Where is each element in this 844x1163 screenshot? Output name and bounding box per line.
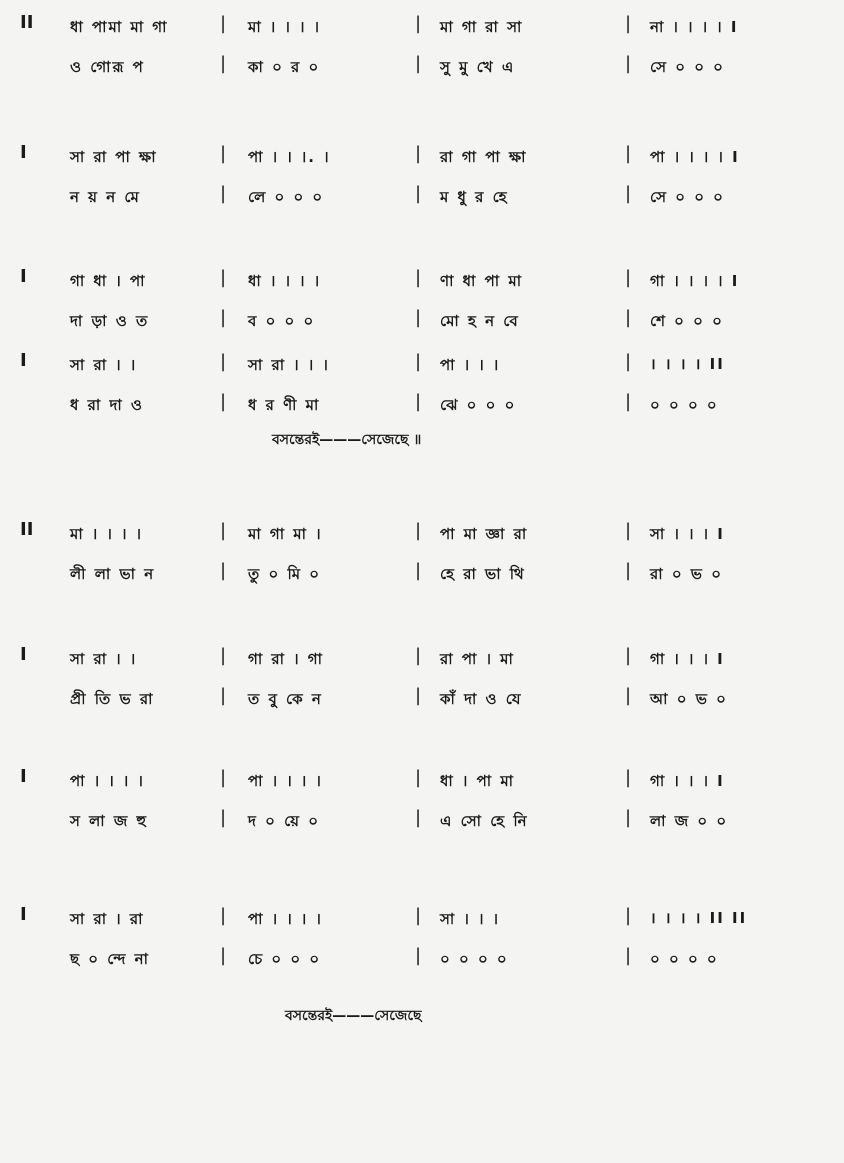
lyric-group: দ ০ য়ে ০ — [248, 812, 320, 830]
bar-separator: | — [625, 267, 632, 288]
lyric-group: রা ০ ভ ০ — [650, 565, 723, 583]
notation-staff — [20, 262, 840, 342]
lyric-row — [20, 302, 840, 342]
swaralipi-row — [20, 8, 840, 48]
note-group: ধা । । । । — [248, 272, 322, 290]
bar-separator: | — [415, 143, 422, 164]
lyric-row — [20, 48, 840, 88]
bar-mark: I — [20, 644, 27, 665]
bar-separator: | — [415, 645, 422, 666]
bar-separator: | — [625, 767, 632, 788]
bar-separator: | — [220, 267, 227, 288]
swaralipi-row — [20, 640, 840, 680]
note-group: গা । । । I — [650, 650, 725, 668]
bar-separator: | — [220, 807, 227, 828]
lyric-group: ত বু কে ন — [248, 690, 323, 708]
lyric-group: আ ০ ভ ০ — [650, 690, 728, 708]
bar-mark: I — [20, 266, 27, 287]
note-group: । । । । II — [650, 355, 725, 373]
bar-separator: | — [625, 53, 632, 74]
bar-separator: | — [220, 307, 227, 328]
bar-separator: | — [625, 391, 632, 412]
bar-separator: | — [220, 351, 227, 372]
lyric-row — [20, 178, 840, 218]
note-group: না । । । । I — [650, 18, 739, 36]
lyric-group: মো হ ন বে — [440, 312, 520, 330]
bar-separator: | — [220, 13, 227, 34]
refrain-line-1: বসন্তেরই———সেজেছে ॥ — [272, 432, 422, 448]
notation-staff — [20, 900, 840, 980]
note-group: সা রা । । — [70, 650, 138, 668]
bar-separator: | — [415, 53, 422, 74]
swaralipi-row — [20, 900, 840, 940]
note-group: । । । । II II — [650, 909, 748, 927]
bar-separator: | — [415, 807, 422, 828]
bar-separator: | — [415, 391, 422, 412]
lyric-group: প্রী তি ভ রা — [70, 690, 155, 708]
bar-separator: | — [415, 307, 422, 328]
bar-separator: | — [415, 685, 422, 706]
lyric-group: কাঁ দা ও যে — [440, 690, 523, 708]
note-group: পা । । ।. । — [248, 148, 331, 166]
bar-separator: | — [415, 945, 422, 966]
lyric-group: সে ০ ০ ০ — [650, 188, 725, 206]
bar-mark: II — [20, 12, 34, 33]
bar-separator: | — [625, 351, 632, 372]
bar-separator: | — [625, 807, 632, 828]
note-group: পা । । । । I — [650, 148, 740, 166]
bar-separator: | — [220, 905, 227, 926]
note-group: সা রা পা ক্ষা — [70, 148, 158, 166]
notation-staff — [20, 8, 840, 88]
note-group: গা ধা । পা — [70, 272, 147, 290]
bar-separator: | — [625, 520, 632, 541]
lyric-row — [20, 802, 840, 842]
bar-separator: | — [625, 645, 632, 666]
note-group: পা । । । । — [248, 772, 323, 790]
bar-separator: | — [220, 391, 227, 412]
note-group: মা গা মা । — [248, 525, 323, 543]
lyric-group: এ সো হে নি — [440, 812, 529, 830]
bar-separator: | — [415, 520, 422, 541]
bar-separator: | — [415, 905, 422, 926]
notation-staff — [20, 762, 840, 842]
lyric-group: ন য় ন মে — [70, 188, 141, 206]
lyric-group: ধ র ণী মা — [248, 396, 321, 414]
note-group: মা । । । । — [70, 525, 144, 543]
bar-mark: I — [20, 350, 27, 371]
lyric-group: লে ০ ০ ০ — [248, 188, 325, 206]
lyric-row — [20, 680, 840, 720]
lyric-group: ও গোরূ প — [70, 58, 145, 76]
notation-staff — [20, 138, 840, 218]
lyric-row — [20, 386, 840, 426]
bar-separator: | — [415, 183, 422, 204]
bar-separator: | — [220, 183, 227, 204]
bar-separator: | — [625, 945, 632, 966]
notation-staff — [20, 515, 840, 595]
lyric-group: কা ০ র ০ — [248, 58, 321, 76]
bar-separator: | — [220, 143, 227, 164]
bar-separator: | — [625, 183, 632, 204]
lyric-group: ০ ০ ০ ০ — [650, 950, 719, 968]
bar-separator: | — [220, 520, 227, 541]
note-group: রা পা । মা — [440, 650, 515, 668]
lyric-group: লী লা ভা ন — [70, 565, 156, 583]
note-group: সা রা । । — [70, 356, 138, 374]
note-group: ধা । পা মা — [440, 772, 515, 790]
note-group: গা । । । I — [650, 772, 725, 790]
lyric-group: তু ০ মি ০ — [248, 565, 322, 583]
bar-separator: | — [625, 307, 632, 328]
lyric-row — [20, 940, 840, 980]
note-group: সা রা । । । — [248, 356, 330, 374]
bar-separator: | — [625, 13, 632, 34]
refrain-line-2: বসন্তেরই———সেজেছে — [285, 1008, 422, 1024]
note-group: পা । । । । — [248, 910, 323, 928]
note-group: পা মা জ্ঞা রা — [440, 525, 529, 543]
note-group: ধা পামা মা গা — [70, 18, 169, 36]
bar-separator: | — [415, 560, 422, 581]
lyric-group: ধ রা দা ও — [70, 396, 144, 414]
lyric-group: চে ০ ০ ০ — [248, 950, 322, 968]
lyric-group: ০ ০ ০ ০ — [440, 950, 509, 968]
bar-separator: | — [625, 560, 632, 581]
bar-separator: | — [220, 945, 227, 966]
note-group: রা গা পা ক্ষা — [440, 148, 528, 166]
bar-separator: | — [220, 560, 227, 581]
note-group: পা । । । । — [70, 772, 145, 790]
bar-mark: I — [20, 904, 27, 925]
note-group: সা । । । I — [650, 525, 725, 543]
lyric-group: ম ধু র হে — [440, 188, 509, 206]
notation-staff — [20, 640, 840, 720]
lyric-group: ব ০ ০ ০ — [248, 312, 316, 330]
swaralipi-row — [20, 762, 840, 802]
swaralipi-row — [20, 515, 840, 555]
lyric-group: ০ ০ ০ ০ — [650, 396, 719, 414]
note-group: সা । । । — [440, 910, 501, 928]
lyric-group: স লা জ হু — [70, 812, 149, 830]
note-group: ণা ধা পা মা — [440, 272, 524, 290]
bar-separator: | — [220, 767, 227, 788]
lyric-row — [20, 555, 840, 595]
bar-separator: | — [415, 267, 422, 288]
swaralipi-row — [20, 138, 840, 178]
bar-separator: | — [415, 13, 422, 34]
lyric-group: ঝে ০ ০ ০ — [440, 396, 517, 414]
lyric-group: হে রা ভা থি — [440, 565, 526, 583]
note-group: সা রা । রা — [70, 910, 145, 928]
note-group: গা রা । গা — [248, 650, 324, 668]
bar-mark: I — [20, 766, 27, 787]
lyric-group: শে ০ ০ ০ — [650, 312, 724, 330]
lyric-group: দা ড়া ও ত — [70, 312, 150, 330]
bar-separator: | — [625, 905, 632, 926]
swaralipi-row — [20, 346, 840, 386]
lyric-group: সু মু খে এ — [440, 58, 516, 76]
note-group: পা । । । — [440, 356, 501, 374]
bar-mark: II — [20, 519, 34, 540]
bar-separator: | — [220, 645, 227, 666]
bar-separator: | — [625, 143, 632, 164]
notation-staff — [20, 346, 840, 426]
lyric-group: ছ ০ ন্দে না — [70, 950, 150, 968]
bar-separator: | — [415, 351, 422, 372]
bar-separator: | — [625, 685, 632, 706]
note-group: গা । । । । I — [650, 272, 740, 290]
swaralipi-row — [20, 262, 840, 302]
lyric-group: সে ০ ০ ০ — [650, 58, 725, 76]
bar-mark: I — [20, 142, 27, 163]
bar-separator: | — [220, 53, 227, 74]
bar-separator: | — [415, 767, 422, 788]
bar-separator: | — [220, 685, 227, 706]
note-group: মা গা রা সা — [440, 18, 524, 36]
lyric-group: লা জ ০ ০ — [650, 812, 729, 830]
note-group: মা । । । । — [248, 18, 322, 36]
